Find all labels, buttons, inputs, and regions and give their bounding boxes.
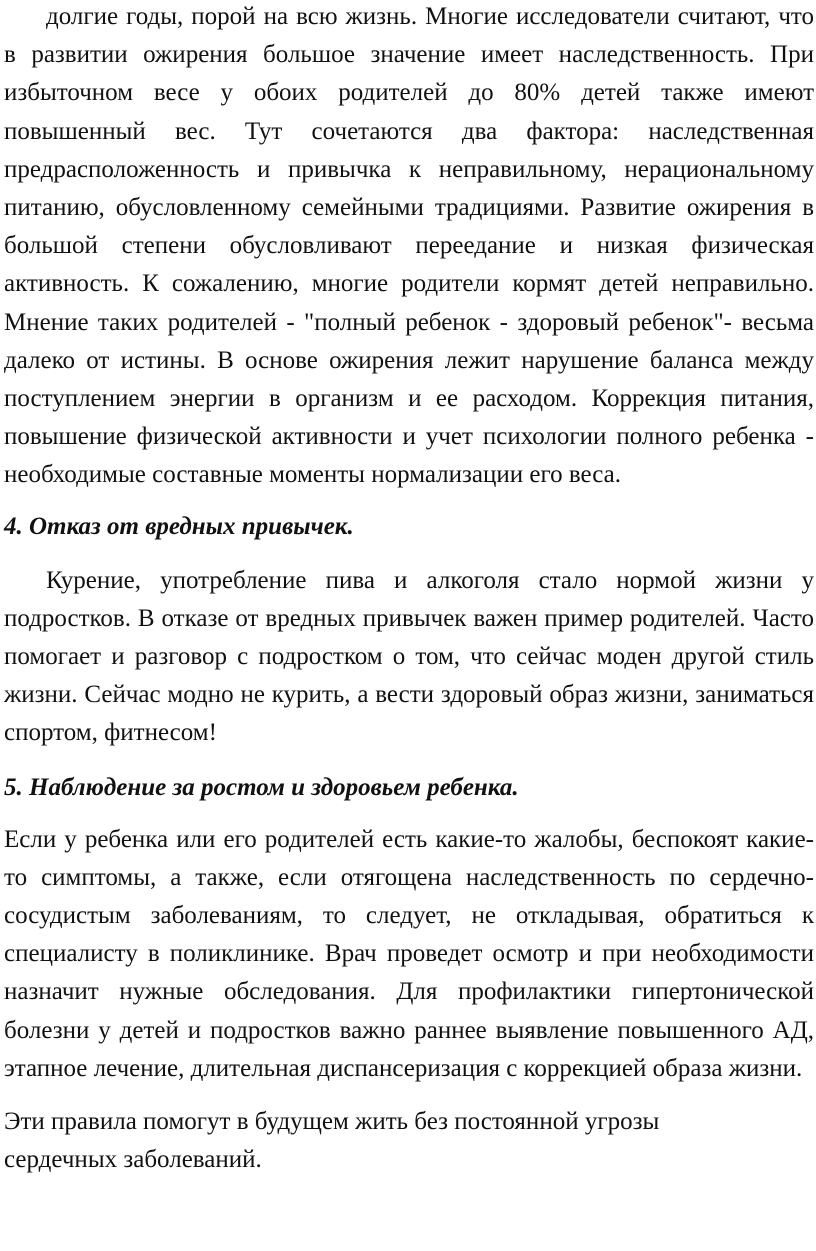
paragraph-growth-monitoring: Если у ребенка или его родителей есть какие-то жалобы, беспокоят какие-то симптомы, а также, если отягощена наследственность по сердечно-сосудистым заболеваниям, то следует, не откладывая, обратиться к специалисту в поликлинике. Врач проведет осмотр и при необходимости назначит нужные обследования. Для профилактики гипертонической болезни у детей и подростков важно раннее выявление повышенного АД, этапное лечение, длительная диспансеризация с коррекцией образа жизни. (4, 825, 814, 1082)
heading-bad-habits: 4. Отказ от вредных привычек. (4, 512, 354, 540)
conclusion-line-1: Эти правила помогут в будущем жить без постоянной угрозы (4, 1108, 660, 1136)
paragraph-bad-habits: Курение, употребление пива и алкоголя стало нормой жизни у подростков. В отказе от вредных привычек важен пример родителей. Часто помогает и разговор с подростком о том, что сейчас моден другой стиль жизни. Сейчас модно не курить, а вести здоровый образ жизни, заниматься спортом, фитнесом! (4, 566, 814, 747)
document-page (4, 0, 814, 1179)
heading-growth-monitoring: 5. Наблюдение за ростом и здоровьем ребенка. (4, 773, 519, 801)
conclusion-line-2: сердечных заболеваний. (4, 1146, 262, 1174)
paragraph-obesity: долгие годы, порой на всю жизнь. Многие исследователи считают, что в развитии ожирения большое значение имеет наследственность. При избыточном весе у обоих родителей до 80% детей также имеют повышенный вес. Тут сочетаются два фактора: наследственная предрасположенность и привычка к неправильному, нерациональному питанию, обусловленному семейными традициями. Развитие ожирения в большой степени обусловливают переедание и низкая физическая активность. К сожалению, многие родители кормят детей неправильно. Мнение таких родителей - "полный ребенок - здоровый ребенок"- весьма далеко от истины. В основе ожирения лежит нарушение баланса между поступлением энергии в организм и ее расходом. Коррекция питания, повышение физической активности и учет психологии полного ребенка - необходимые составные моменты нормализации его веса. (4, 3, 814, 489)
paragraph-conclusion (4, 1103, 814, 1179)
